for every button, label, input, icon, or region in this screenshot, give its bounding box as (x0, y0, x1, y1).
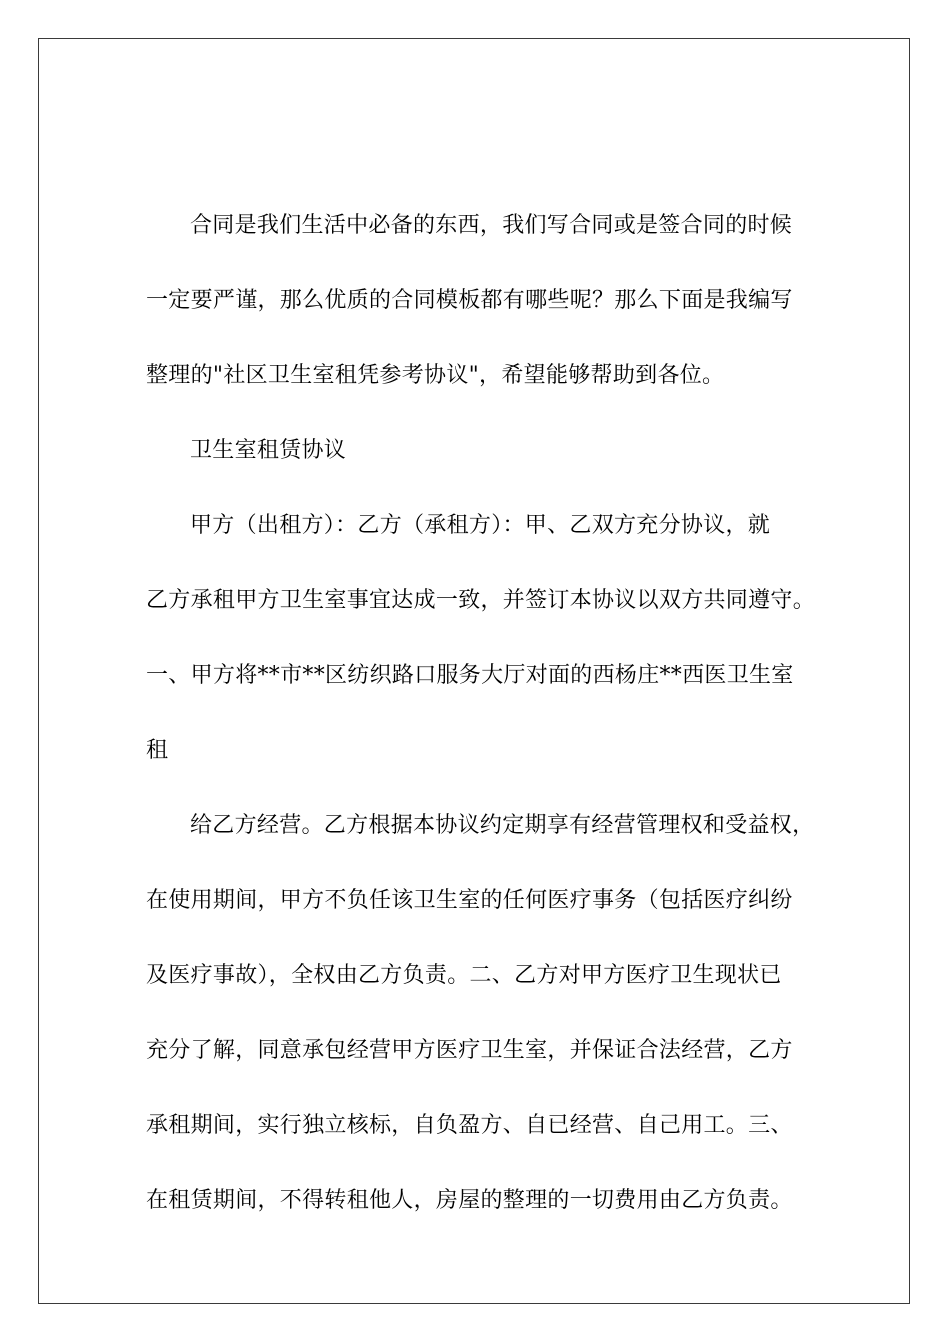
body-text-line: 租 (146, 738, 169, 763)
body-text-line: 甲方（出租方）：乙方（承租方）：甲、乙双方充分协议，就 (190, 513, 771, 538)
body-text-line: 整理的"社区卫生室租凭参考协议"，希望能够帮助到各位。 (146, 363, 725, 388)
body-text-line: 给乙方经营。乙方根据本协议约定期享有经营管理权和受益权， (190, 813, 815, 838)
body-text-line: 充分了解，同意承包经营甲方医疗卫生室，并保证合法经营，乙方 (146, 1038, 793, 1063)
body-text-line: 及医疗事故），全权由乙方负责。二、乙方对甲方医疗卫生现状已 (146, 963, 782, 988)
body-text-line: 在使用期间，甲方不负任该卫生室的任何医疗事务（包括医疗纠纷 (146, 888, 793, 913)
section-title: 卫生室租赁协议 (190, 438, 347, 463)
body-text-line: 合同是我们生活中必备的东西，我们写合同或是签合同的时候 (190, 213, 793, 238)
body-text-line: 一定要严谨，那么优质的合同模板都有哪些呢？那么下面是我编写 (146, 288, 793, 313)
body-text-line: 在租赁期间，不得转租他人，房屋的整理的一切费用由乙方负责。 (146, 1188, 793, 1213)
body-text-line: 一、甲方将**市**区纺织路口服务大厅对面的西杨庄**西医卫生室 (146, 663, 794, 688)
body-text-line: 承租期间，实行独立核标，自负盈方、自已经营、自己用工。三、 (146, 1113, 793, 1138)
body-text-line: 乙方承租甲方卫生室事宜达成一致，并签订本协议以双方共同遵守。 (146, 588, 816, 613)
